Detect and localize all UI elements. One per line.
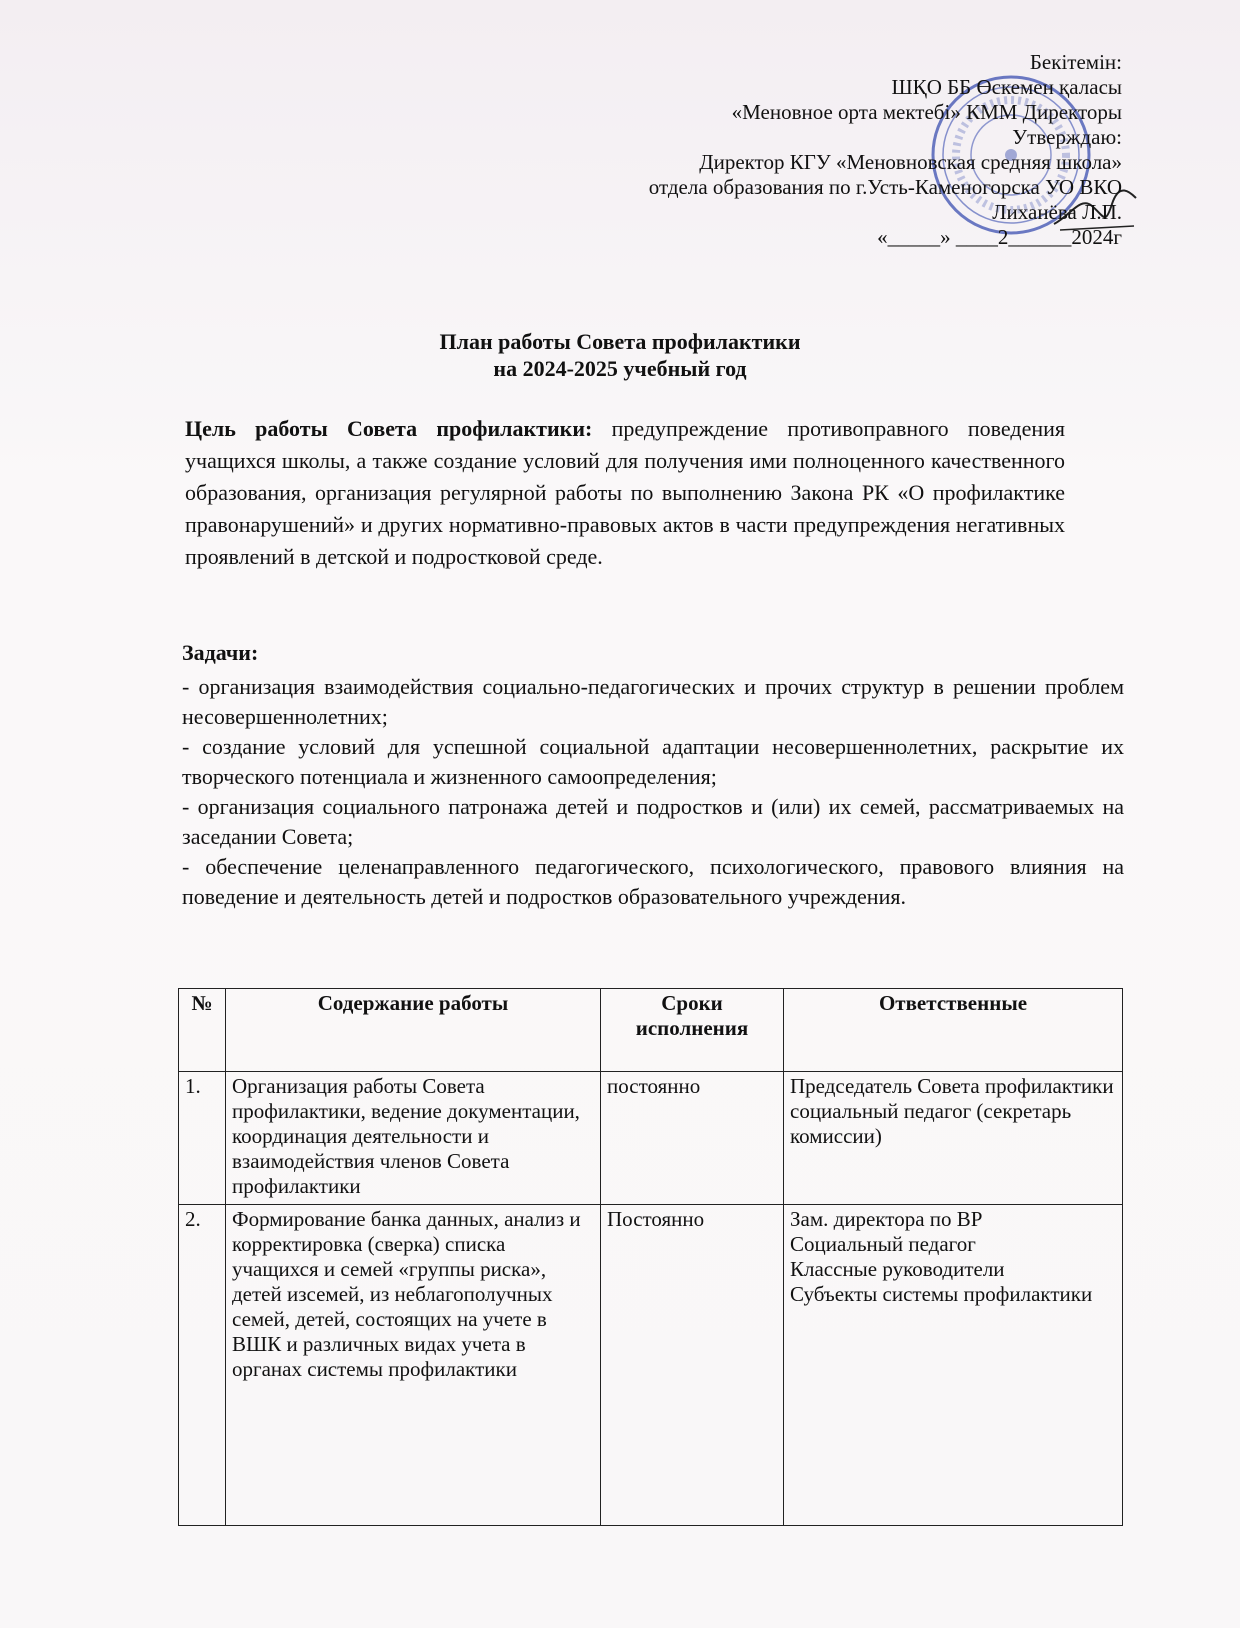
- row-content: Организация работы Совета профилактики, ведение документации, координация деятельности и взаимодействия членов Совета профилактики: [226, 1072, 601, 1205]
- row-term: Постоянно: [601, 1205, 784, 1526]
- row-number: 2.: [179, 1205, 226, 1526]
- title-line-1: План работы Совета профилактики: [439, 329, 801, 354]
- task-item: - создание условий для успешной социальной адаптации несовершеннолетних, раскрытие их творческого потенциала и жизненного самоопределения;: [182, 734, 1124, 789]
- header-responsible: Ответственные: [784, 989, 1123, 1072]
- goal-text: предупреждение противоправного поведения учащихся школы, а также создание условий для получения ими полноценного качественного образования, организация регулярной работы по выполнению Закона РК «О профилактике правонарушений» и других нормативно-правовых актов в части предупреждения негативных проявлений в детской и подростковой среде.: [185, 416, 1065, 569]
- approval-line: Лиханёва Л.П.: [992, 200, 1122, 224]
- table-row: [179, 1205, 1123, 1526]
- task-item: - организация социального патронажа детей и подростков и (или) их семей, рассматриваемых на заседании Совета;: [182, 794, 1124, 849]
- bleed-through-shadow: [250, 30, 255, 51]
- approval-block: [649, 50, 1122, 250]
- approval-line: «Меновное орта мектебі» КММ Директоры: [731, 100, 1122, 124]
- work-plan-table: [178, 988, 1123, 1526]
- approval-line: отдела образования по г.Усть-Каменогорска УО ВКО: [648, 175, 1122, 199]
- header-number: №: [179, 989, 226, 1072]
- row-term: постоянно: [601, 1072, 784, 1205]
- table-header-row: [179, 989, 1123, 1072]
- approval-line: Директор КГУ «Меновновская средняя школа»: [699, 150, 1122, 174]
- table-row: [179, 1072, 1123, 1205]
- responsible-line: Социальный педагог: [790, 1232, 976, 1256]
- approval-date: «_____» ____2______2024г: [877, 225, 1122, 249]
- tasks-list: [182, 672, 1124, 912]
- responsible-line: Председатель Совета профилактики: [790, 1074, 1114, 1098]
- document-title: [0, 328, 1240, 382]
- tasks-heading: Задачи:: [182, 640, 259, 665]
- header-term: Сроки исполнения: [601, 989, 784, 1072]
- header-content: Содержание работы: [226, 989, 601, 1072]
- row-content: Формирование банка данных, анализ и корректировка (сверка) списка учащихся и семей «группы риска», детей изсемей, из неблагополучных семей, детей, состоящих на учете в ВШК и различных видах учета в органах системы профилактики: [226, 1205, 601, 1526]
- responsible-line: Зам. директора по ВР: [790, 1207, 983, 1231]
- task-item: - организация взаимодействия социально-педагогических и прочих структур в решении проблем несовершеннолетних;: [182, 674, 1124, 729]
- goal-lead: Цель работы Совета профилактики:: [185, 416, 593, 441]
- approval-line: Утверждаю:: [1012, 125, 1122, 149]
- responsible-line: социальный педагог (секретарь комиссии): [790, 1099, 1072, 1148]
- approval-line: Бекітемін:: [1029, 50, 1122, 74]
- title-line-2: на 2024-2025 учебный год: [493, 356, 747, 381]
- responsible-line: Классные руководители: [790, 1257, 1005, 1281]
- task-item: - обеспечение целенаправленного педагогического, психологического, правового влияния на поведение и деятельность детей и подростков образовательного учреждения.: [182, 854, 1124, 909]
- responsible-line: Субъекты системы профилактики: [790, 1282, 1093, 1306]
- row-number: 1.: [179, 1072, 226, 1205]
- goal-paragraph: [185, 413, 1065, 573]
- row-responsible: [784, 1205, 1123, 1526]
- row-responsible: [784, 1072, 1123, 1205]
- approval-line: ШҚО ББ Өскемен қаласы: [891, 75, 1122, 99]
